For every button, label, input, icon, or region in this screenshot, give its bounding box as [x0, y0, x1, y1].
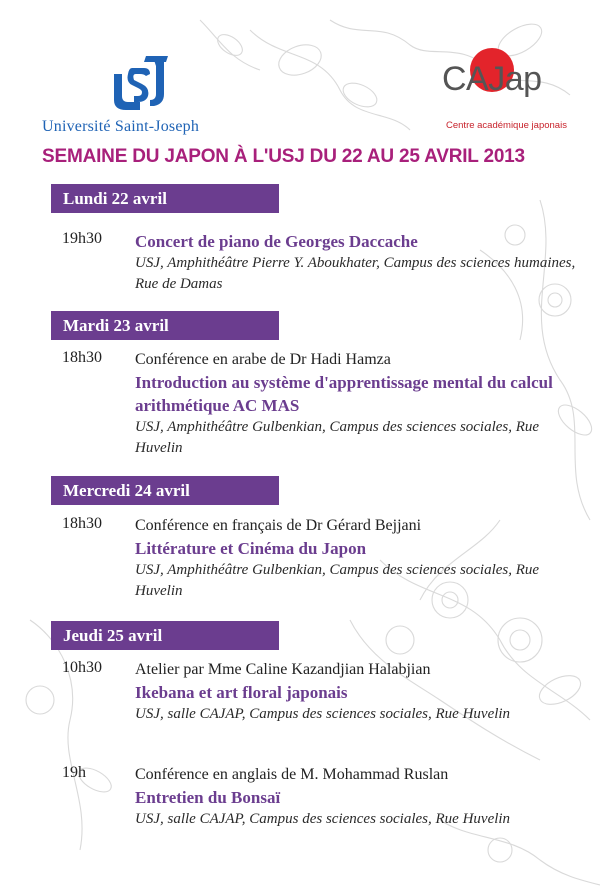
- event-speaker: Conférence en arabe de Dr Hadi Hamza: [135, 351, 391, 368]
- event-title: Introduction au système d'apprentissage mental du calcul arithmétique AC MAS: [135, 373, 553, 415]
- event-speaker: Conférence en français de Dr Gérard Bejjani: [135, 517, 422, 534]
- event-time: 19h: [62, 764, 86, 781]
- cajap-wordmark: CAJap: [442, 60, 542, 98]
- event-speaker: Atelier par Mme Caline Kazandjian Halabjian: [135, 661, 431, 678]
- event-body: [135, 349, 590, 459]
- event-time: 18h30: [62, 349, 102, 366]
- usj-emblem-icon: [110, 54, 174, 114]
- day-header-mercredi: Mercredi 24 avril: [51, 476, 279, 505]
- event-title: Littérature et Cinéma du Japon: [135, 539, 367, 558]
- event-time: 18h30: [62, 515, 102, 532]
- event-time: 19h30: [62, 230, 102, 247]
- event-location: USJ, salle CAJAP, Campus des sciences sociales, Rue Huvelin: [135, 706, 511, 722]
- event-title: Entretien du Bonsaï: [135, 788, 281, 807]
- event-title: Ikebana et art floral japonais: [135, 683, 348, 702]
- event-body: [135, 230, 590, 295]
- event-location: USJ, Amphithéâtre Pierre Y. Aboukhater, Campus des sciences humaines, Rue de Damas: [135, 255, 576, 292]
- event-time: 10h30: [62, 659, 102, 676]
- usj-logo: [42, 50, 242, 140]
- event-body: [135, 659, 590, 725]
- event-location: USJ, Amphithéâtre Gulbenkian, Campus des sciences sociales, Rue Huvelin: [135, 419, 540, 456]
- page-title: SEMAINE DU JAPON À L'USJ DU 22 AU 25 AVRIL 2013: [42, 146, 525, 167]
- event-title: Concert de piano de Georges Daccache: [135, 232, 418, 251]
- cajap-subtitle: Centre académique japonais: [446, 120, 567, 131]
- event-location: USJ, Amphithéâtre Gulbenkian, Campus des sciences sociales, Rue Huvelin: [135, 562, 540, 599]
- day-header-jeudi: Jeudi 25 avril: [51, 621, 279, 650]
- event-speaker: Conférence en anglais de M. Mohammad Ruslan: [135, 766, 449, 783]
- event-body: [135, 764, 590, 830]
- cajap-logo: [440, 48, 590, 138]
- day-header-lundi: Lundi 22 avril: [51, 184, 279, 213]
- event-location: USJ, salle CAJAP, Campus des sciences sociales, Rue Huvelin: [135, 811, 511, 827]
- day-header-mardi: Mardi 23 avril: [51, 311, 279, 340]
- event-body: [135, 515, 590, 602]
- usj-name: Université Saint-Joseph: [42, 118, 200, 135]
